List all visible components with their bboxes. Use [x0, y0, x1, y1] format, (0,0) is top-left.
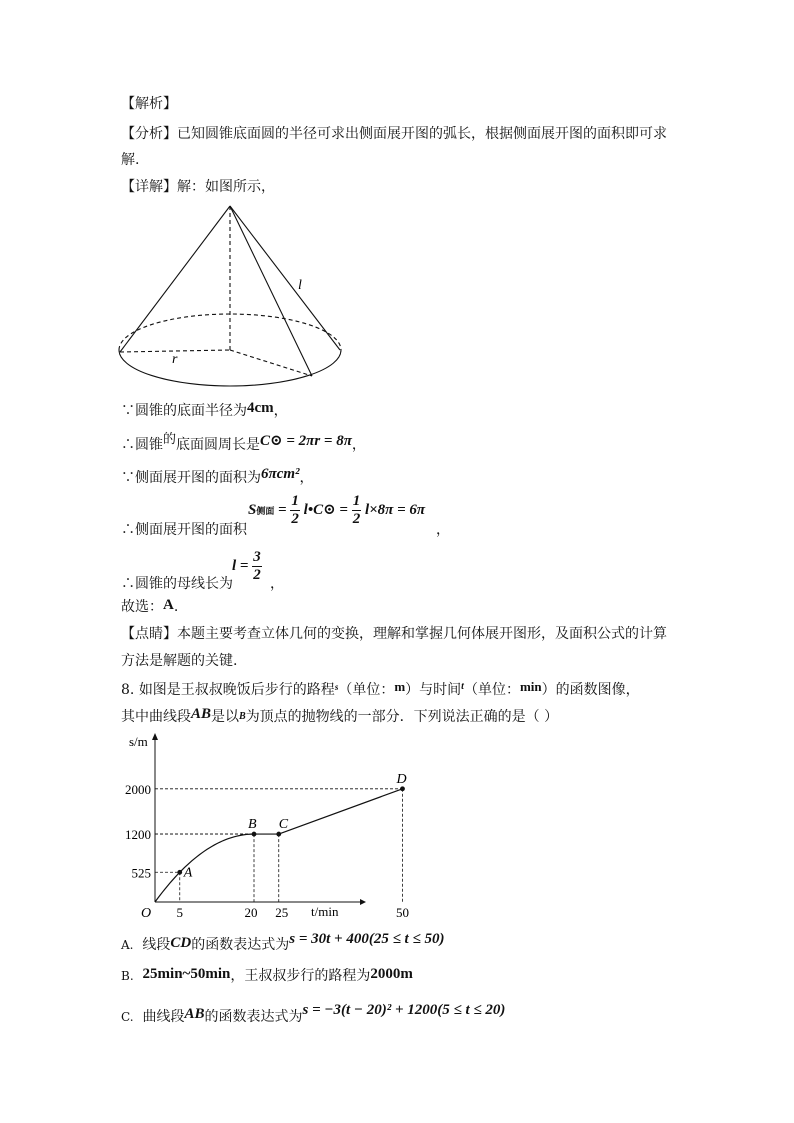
option-b-math: 25min~50min	[142, 966, 231, 982]
option-a-CD: CD	[170, 935, 192, 951]
cone-figure	[110, 200, 350, 395]
step-3-math: 6πcm²	[261, 466, 300, 482]
step-5-formula	[232, 549, 262, 584]
detail-label: 【详解】	[121, 179, 177, 195]
detail-text: 解：如图所示，	[177, 179, 275, 195]
comment-line-2: 方法是解题的关键.	[121, 653, 238, 669]
step-4-end: ，	[436, 522, 450, 538]
point-D	[400, 786, 405, 791]
cone-base-to-slant	[230, 350, 312, 376]
step-2-text-b: 的	[163, 432, 177, 447]
step-4-formula: S侧面 = $\frac{1}{2}$ l•C⊙ = $\frac{1}{2}$ l×8π = 6π	[248, 493, 426, 527]
step-5-text: ∴圆锥的母线长为	[121, 576, 233, 592]
step-4-lhs: S	[248, 501, 257, 518]
analysis-text-1: 已知圆锥底面圆的半径可求出侧面展开图的弧长，根据侧面展开图的面积即可求	[177, 126, 667, 142]
step-6	[121, 597, 178, 617]
option-c-math: s = −3(t − 20)² + 1200(5 ≤ t ≤ 20)	[302, 1002, 506, 1018]
option-b-math-2: 2000m	[370, 966, 413, 982]
q-text: 如图是王叔叔晚饭后步行的路程	[138, 682, 335, 698]
point-C	[276, 832, 281, 837]
option-c-text: 的函数表达式为	[204, 1009, 303, 1025]
step-6-math: A	[163, 597, 174, 613]
step-6-end: .	[173, 599, 179, 615]
y-tick-label-2000: 2000	[125, 781, 151, 797]
step-1-text: ∵圆锥的底面半径为	[121, 403, 247, 419]
analysis-line-1	[121, 124, 667, 144]
detail-line	[121, 177, 275, 197]
cone-label-l: l	[298, 278, 302, 293]
frac-den: 2	[291, 511, 299, 527]
curve-segment-OB	[155, 834, 254, 902]
point-A	[177, 870, 182, 875]
y-axis-label: s/m	[129, 734, 148, 749]
origin-label: O	[141, 906, 152, 921]
cone-right-edge	[230, 206, 340, 350]
analysis-label: 【分析】	[121, 126, 177, 142]
x-axis-label: t/min	[311, 904, 339, 919]
q-unit-m: m	[394, 679, 406, 694]
q-var-AB: AB	[191, 706, 212, 722]
option-a	[121, 931, 445, 955]
step-2-text-a: ∴圆锥	[121, 437, 163, 453]
x-tick-label-5: 5	[176, 905, 183, 920]
step-3	[121, 468, 314, 488]
x-axis-arrow	[360, 899, 366, 905]
option-b	[121, 966, 413, 986]
x-tick-label-25: 25	[275, 905, 289, 920]
q-text: （单位：	[338, 682, 395, 698]
distance-time-graph	[110, 726, 409, 921]
step-4-frac-1	[290, 493, 300, 528]
q-text: （单位：	[463, 682, 520, 698]
x-tick-label-20: 20	[244, 905, 258, 920]
frac-num: 1	[352, 493, 361, 509]
q-text: ）与时间	[405, 682, 462, 698]
y-axis-arrow	[152, 733, 158, 740]
q-var-B: B	[239, 711, 246, 722]
cone-left-edge	[120, 206, 230, 352]
step-1	[121, 401, 288, 421]
step-4	[121, 520, 247, 540]
option-b-text: ，王叔叔步行的路程为	[230, 968, 371, 984]
option-b-label: B.	[121, 969, 134, 983]
step-4-frac-2	[352, 493, 362, 528]
step-4-mid-1: l•C⊙ =	[303, 501, 348, 518]
step-2	[121, 432, 366, 456]
step-5-lhs: l =	[232, 557, 249, 574]
q-var-s: s	[334, 682, 339, 692]
point-label-B: B	[248, 817, 257, 833]
step-2-math: C⊙ = 2πr = 8π	[260, 433, 352, 449]
step-1-end: ，	[273, 403, 288, 419]
step-4-sub: 侧面	[256, 505, 275, 516]
x-tick-label-50: 50	[396, 905, 409, 920]
step-6-text: 故选：	[121, 599, 163, 615]
option-c-text: 曲线段	[142, 1009, 185, 1025]
frac-den: 2	[352, 511, 361, 527]
q-text: 其中曲线段	[121, 709, 191, 725]
point-label-A: A	[183, 865, 193, 881]
step-1-math: 4cm	[247, 400, 274, 416]
option-a-text: 的函数表达式为	[191, 937, 290, 953]
cone-label-r: r	[172, 352, 178, 367]
comment-label: 【点睛】	[121, 626, 177, 642]
question-line-1	[121, 680, 640, 702]
option-c	[121, 1002, 506, 1027]
y-tick-label-1200: 1200	[125, 827, 151, 843]
q-text: 是以	[211, 709, 240, 725]
step-2-end: ，	[351, 437, 366, 453]
q-text: 为顶点的抛物线的一部分．下列说法正确的是（ ）	[245, 709, 559, 725]
comment-text-1: 本题主要考查立体几何的变换，理解和掌握几何体展开图形，及面积公式的计算	[177, 626, 667, 642]
option-c-AB: AB	[184, 1006, 205, 1022]
option-a-label: A.	[121, 938, 134, 952]
frac-num: 3	[253, 549, 261, 565]
question-number: 8.	[121, 682, 135, 698]
q-text: ）的函数图像，	[541, 682, 640, 698]
line-segment-CD	[279, 789, 403, 834]
step-5-end: ，	[270, 576, 284, 592]
step-2-text-c: 底面圆周长是	[176, 437, 261, 453]
step-5	[121, 574, 233, 594]
comment-line-1	[121, 624, 667, 644]
step-4-mid-2: l×8π = 6π	[364, 501, 426, 518]
option-c-label: C.	[121, 1010, 134, 1024]
point-label-D: D	[396, 771, 407, 787]
y-tick-label-525: 525	[131, 865, 151, 881]
option-a-math: s = 30t + 400(25 ≤ t ≤ 50)	[289, 931, 445, 947]
q-var-t: t	[461, 681, 464, 692]
point-label-C: C	[278, 817, 289, 833]
step-4-text: ∴侧面展开图的面积	[121, 522, 247, 538]
step-5-frac	[252, 549, 262, 584]
section-title: 【解析】	[121, 96, 177, 112]
q-unit-min: min	[519, 679, 542, 694]
frac-den: 2	[253, 567, 261, 583]
step-3-end: ，	[299, 470, 314, 486]
point-B	[252, 832, 257, 837]
frac-num: 1	[291, 493, 299, 509]
step-3-text: ∵侧面展开图的面积为	[121, 470, 261, 486]
option-a-text: 线段	[142, 937, 171, 953]
analysis-line-2: 解.	[121, 152, 140, 168]
